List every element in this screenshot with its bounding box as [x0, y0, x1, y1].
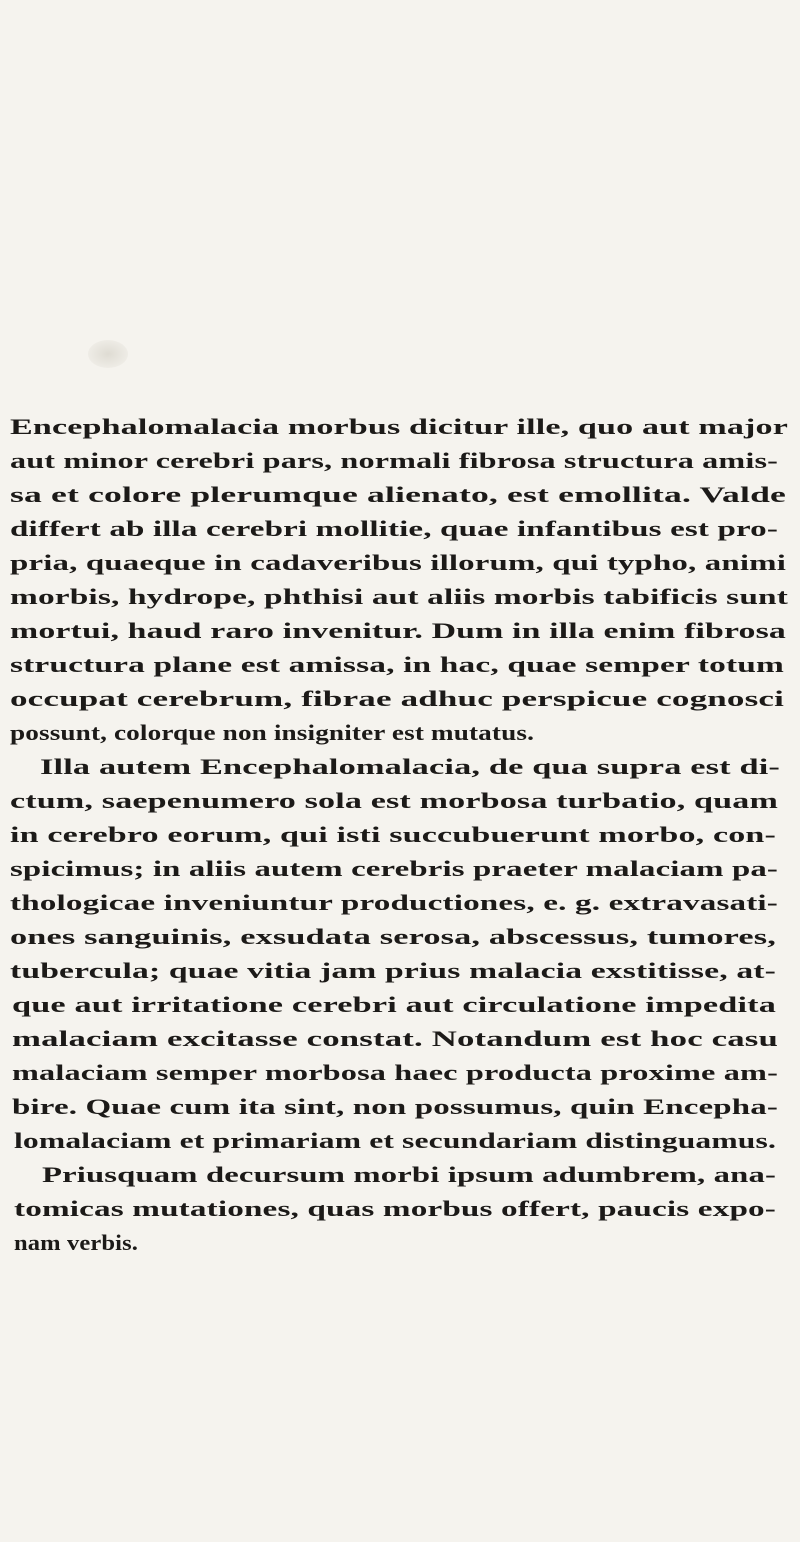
text-line: malaciam excitasse constat. Notandum est hoc casu	[12, 1026, 778, 1051]
text-line: morbis, hydrope, phthisi aut aliis morbis tabificis sunt	[10, 584, 788, 609]
text-line: aut minor cerebri pars, normali fibrosa structura amis-	[10, 448, 779, 473]
text-line: Priusquam decursum morbi ipsum adumbrem, ana-	[42, 1162, 776, 1187]
text-line: tubercula; quae vitia jam prius malacia exstitisse, at-	[10, 958, 776, 983]
text-line: Illa autem Encephalomalacia, de qua supra est di-	[40, 754, 780, 779]
text-line: structura plane est amissa, in hac, quae semper totum	[10, 652, 784, 677]
text-line: ones sanguinis, exsudata serosa, abscessus, tumores,	[10, 924, 776, 949]
text-line: bire. Quae cum ita sint, non possumus, quin Encepha-	[12, 1094, 778, 1119]
text-line: mortui, haud raro invenitur. Dum in illa enim fibrosa	[10, 618, 786, 643]
text-line: nam verbis.	[14, 1230, 138, 1255]
text-line: possunt, colorque non insigniter est mutatus.	[10, 720, 534, 745]
text-line: spicimus; in aliis autem cerebris praeter malaciam pa-	[10, 856, 778, 881]
text-line: sa et colore plerumque alienato, est emollita. Valde	[10, 482, 786, 507]
text-line: occupat cerebrum, fibrae adhuc perspicue cognosci	[10, 686, 784, 711]
text-line: differt ab illa cerebri mollitie, quae infantibus est pro-	[10, 516, 778, 541]
text-line: malaciam semper morbosa haec producta proxime am-	[12, 1060, 778, 1085]
text-line: thologicae inveniuntur productiones, e. g. extravasati-	[10, 890, 778, 915]
text-line: in cerebro eorum, qui isti succubuerunt morbo, con-	[10, 822, 776, 847]
text-line: pria, quaeque in cadaveribus illorum, qui typho, animi	[10, 550, 786, 575]
text-line: lomalaciam et primariam et secundariam distinguamus.	[14, 1128, 776, 1153]
text-line: tomicas mutationes, quas morbus offert, paucis expo-	[14, 1196, 776, 1221]
text-line: que aut irritatione cerebri aut circulatione impedita	[12, 992, 776, 1017]
text-line: Encephalomalacia morbus dicitur ille, quo aut major	[10, 414, 788, 439]
text-line: ctum, saepenumero sola est morbosa turbatio, quam	[10, 788, 778, 813]
paper-stain	[88, 340, 128, 368]
